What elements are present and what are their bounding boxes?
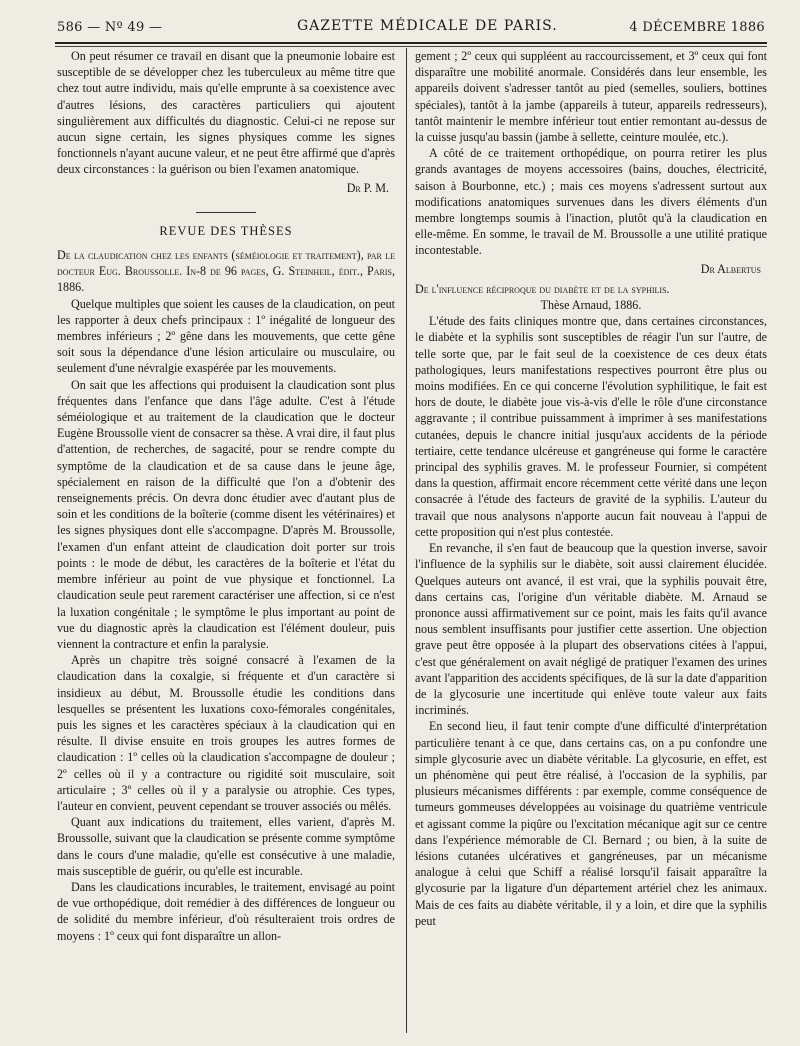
- issue-date: 4 DÉCEMBRE 1886: [629, 20, 765, 35]
- section-title: REVUE DES THÈSES: [159, 223, 293, 238]
- article-paragraph: Dans les claudications incurables, le traitement, envisagé au point de vue orthopédique, doit remédier à des différences de longueur ou de solidité du membre inférieur, d'où résulteraient trois ordres de moyens : 1º ceux qui font disparaître un allon-: [57, 879, 395, 943]
- article-paragraph: Après un chapitre très soigné consacré à l'examen de la claudication dans la coxalgie, si fréquente et d'un caractère si insidieux au début, M. Broussolle étudie les conditions dans lesquelles se présentent les luxations coxo-fémorales congénitales, puis les signes et les caractères spéciaux à la claudication qui en résulte. Il divise ensuite en trois groupes les autres formes de claudication : 1º celles où la claudication s'accompagne de douleur ; 2º celles où il y a contracture ou rigidité soit musculaire, soit articulaire ; 3º celles où il y a paralysie ou atrophie. Ces types, l'auteur en convient, peuvent cependant se trouver associés ou mêlés.: [57, 653, 395, 813]
- article-paragraph: A côté de ce traitement orthopédique, on pourra retirer les plus grands avantages de moyens accessoires (bains, douches, électricité, saison à Bourbonne, etc.) ; mais ces moyens s'adressent surtout aux modifications anatomiques survenues dans les divers éléments d'un membre longtemps soumis à l'inaction, plutôt qu'à la claudication en elle-même. En somme, le travail de M. Broussolle a une utilité pratique incontestable.: [415, 146, 767, 258]
- article-paragraph: Quant aux indications du traitement, elles varient, d'après M. Broussolle, suivant que la claudication se présente comme symptôme dans le cours d'une maladie, qu'elle est consécutive à une maladie, mais susceptible de guérir, ou qu'elle est incurable.: [57, 815, 395, 878]
- page-number: 586 — Nº 49 —: [57, 20, 163, 35]
- article-title: De la claudication chez les enfants (séméiologie et traitement), par le docteur Eug. Broussolle. In-8 de 96 pages, G. Steinheil, édit., Paris, 1886.: [57, 248, 395, 295]
- article-subtitle: Thèse Arnaud, 1886.: [540, 298, 642, 313]
- right-column: [415, 48, 767, 929]
- article-paragraph: Quelque multiples que soient les causes de la claudication, on peut les rapporter à deux chefs principaux : 1º inégalité de longueur des membres inférieurs ; 2º gêne dans les mouvements, que cette gêne soit sous la dépendance d'une lésion articulaire ou musculaire, ou seulement d'une névralgie exaspérée par les mouvements.: [57, 296, 395, 376]
- article-signature: Dr Albertus: [700, 261, 761, 276]
- section-separator: [196, 212, 256, 213]
- article-paragraph: L'étude des faits cliniques montre que, dans certaines circonstances, le diabète et la syphilis sont susceptibles de réagir l'un sur l'autre, de telle sorte que, par le fait seul de la coexistence de ces deux états pathologiques, leurs manifestations respectives pourront être plus ou moins modifiées. En ce qui concerne l'évolution syphilitique, le fait est hors de doute, le diabète joue vis-à-vis d'elle le rôle d'une circonstance aggravante ; il contribue puissamment à imprimer à ses manifestations cutanées, depuis le chancre initial jusqu'aux accidents de la période tertiaire, cette tendance ulcéreuse et gangréneuse qui forme le caractère principal des syphilis graves. M. le professeur Fournier, si compétent dans la question, affirmait encore récemment cette vérité dans une leçon consacrée à l'étude des facteurs de gravité de la syphilis. L'auteur du travail que nous analysons n'apporte aucun fait nouveau à l'appui de cette proposition qui n'est plus contestée.: [415, 314, 767, 539]
- intro-paragraph: On peut résumer ce travail en disant que la pneumonie lobaire est susceptible de se développer chez les tuberculeux au même titre que chez tout autre individu, mais qu'elle emprunte à sa coexistence avec d'autres lésions, des caractères particuliers qui ajoutent singulièrement aux difficultés du diagnostic. Celui-ci ne repose sur aucun signe certain, les signes physiques comme les signes fonctionnels n'ayant aucune valeur, et ne peut être affirmé que d'après deux circonstances : la guérison ou bien l'examen anatomique.: [57, 49, 395, 177]
- page-header: [57, 18, 765, 40]
- article-paragraph: En second lieu, il faut tenir compte d'une difficulté d'interprétation particulière tenant à ce que, dans certains cas, on a pu confondre une simple glycosurie avec un diabète véritable. La glycosurie, en effet, est un phénomène qui peut être réalisé, à l'occasion de la syphilis, par plusieurs mécanismes différents : par exemple, comme conséquence de tumeurs gommeuses développées au voisinage du quatrième ventricule et agissant comme la piqûre ou l'excitation mécanique agit sur ce centre dans l'expérience mémorable de Cl. Bernard ; ou bien, à la suite de lésions cutanées ulcératives et gangréneuses, par un mécanisme analogue à celui que Schiff a réalisé lorsqu'il faisait apparaître la glycosurie par la ligature d'un département artériel chez les animaux. Mais de ces faits au diabète véritable, il y a loin, et dire que la syphilis peut: [415, 719, 767, 928]
- article-title: De l'influence réciproque du diabète et de la syphilis.: [415, 281, 670, 296]
- continued-paragraph: gement ; 2º ceux qui suppléent au raccourcissement, et 3º ceux qui font disparaître une mobilité anormale. Considérés dans leur ensemble, les appareils doivent s'adresser tantôt au pied (semelles, souliers, bottines spéciales), tantôt à la jambe (appareils à tuteur, appareils redresseurs), tantôt maintenir le membre inférieur tout entier remontant au-dessus de la cuisse jusqu'au bassin (jambe à sellette, ceinture moulée, etc.).: [415, 49, 767, 145]
- header-rule: [55, 42, 767, 44]
- header-rule-thin: [55, 46, 767, 47]
- left-column: [57, 48, 395, 944]
- article-paragraph: En revanche, il s'en faut de beaucoup que la question inverse, savoir l'influence de la syphilis sur le diabète, soit aussi clairement élucidée. Quelques auteurs ont avancé, il est vrai, que la syphilis pouvait être, dans certains cas, l'origine d'un véritable diabète. M. Arnaud se prononce aussi affirmativement sur ce point, mais les faits qu'il avance nous semblent insuffisants pour justifier cette assertion. Une objection grave peut être opposée à la plupart des observations citées à l'appui, c'est que généralement on avait négligé de pratiquer l'examen des urines avant l'apparition des accidents spécifiques, de là sur la date d'apparition de la glycosurie une incertitude qui enlève toute valeur aux faits incriminés.: [415, 541, 767, 718]
- journal-title: GAZETTE MÉDICALE DE PARIS.: [297, 18, 558, 34]
- article-paragraph: On sait que les affections qui produisent la claudication sont plus fréquentes dans l'enfance que dans l'âge adulte. C'est à l'étude séméiologique et au traitement de la claudication que le docteur Eugène Broussolle vient de consacrer sa thèse. A vrai dire, il faut plus d'attention, de recherches, de sagacité, pour se rendre compte du symptôme de la claudication et de sa cause dans le jeune âge, spécialement en raison de la difficulté que l'on a d'obtenir des renseignements précis. On devra donc étudier avec d'autant plus de soin et les conditions de la boîterie (comme disent les vétérinaires) et les signes physiques dont elle s'accompagne. D'après M. Broussolle, l'examen d'un enfant atteint de claudication doit porter sur trois points : le mode de début, les caractères de la boîterie et l'état du membre inférieur au point de vue physique et fonctionnel. La claudication seule peut rarement caractériser une affection, si ce n'est la luxation congénitale ; le symptôme le plus important au point de vue du diagnostic après la claudication est l'élément douleur, puis viennent la contracture et enfin la paralysie.: [57, 377, 395, 651]
- intro-signature: Dr P. M.: [346, 180, 389, 195]
- column-divider: [406, 48, 407, 1033]
